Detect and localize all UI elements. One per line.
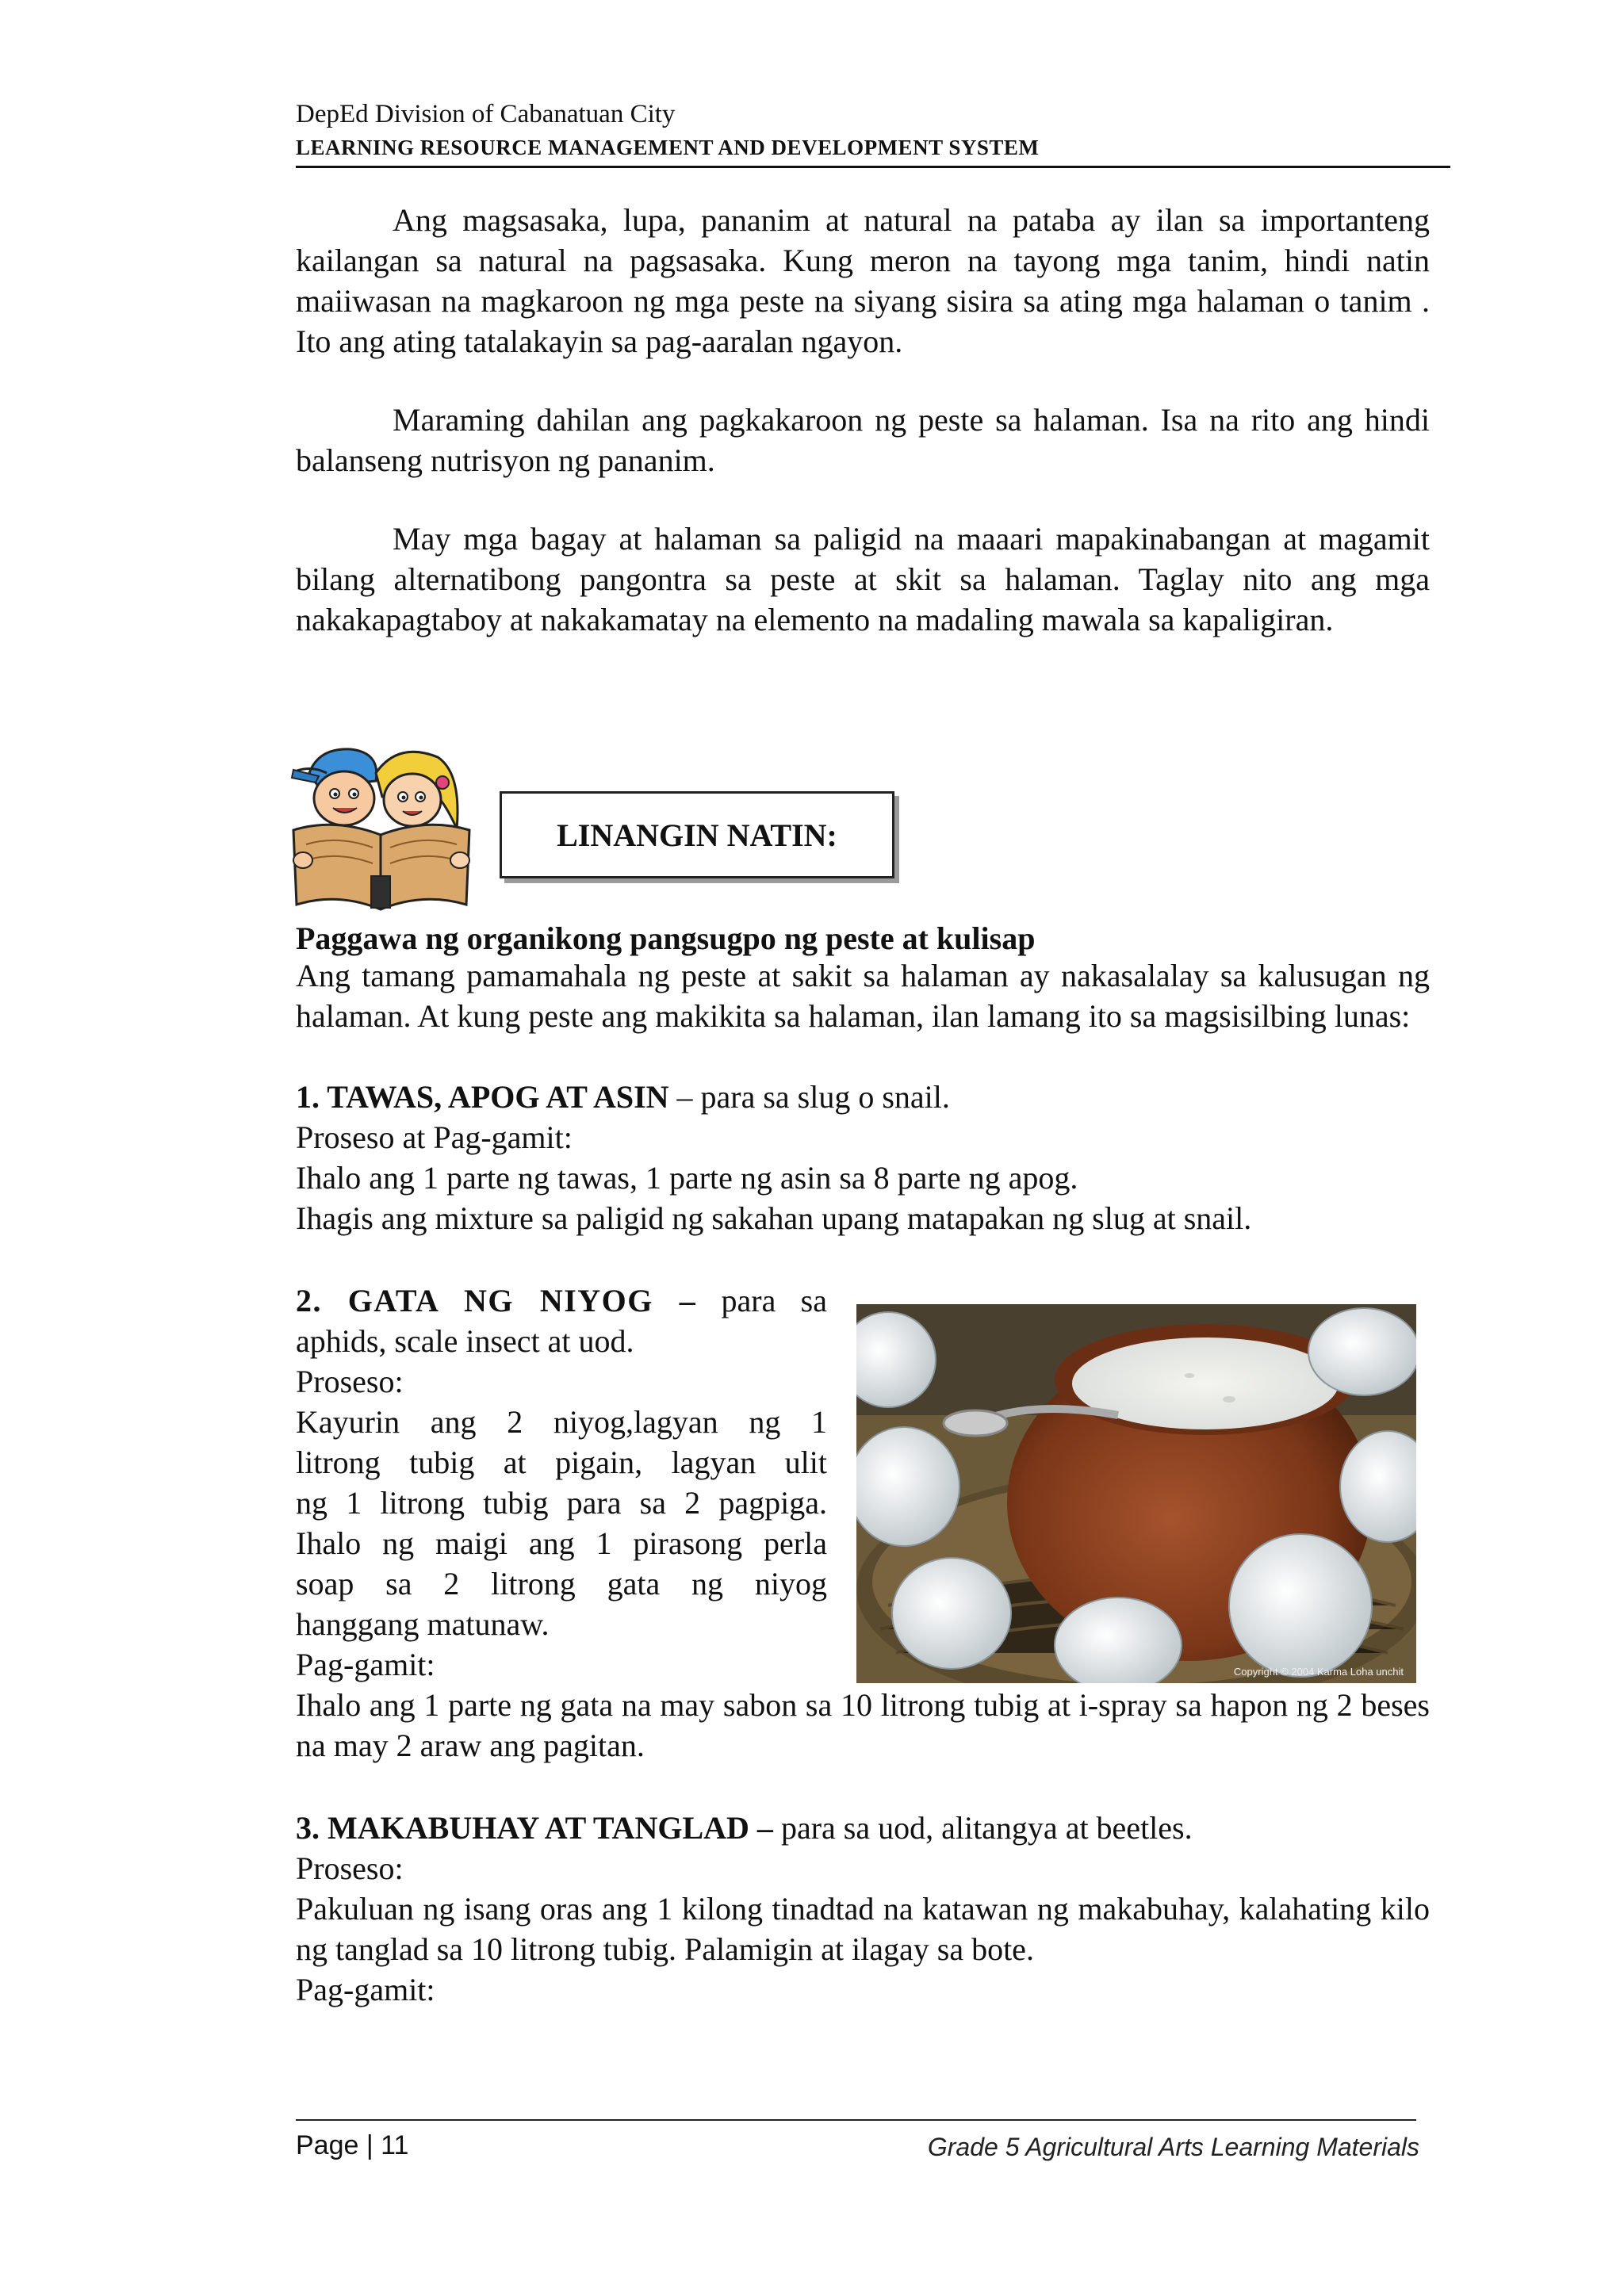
remedy-1 bbox=[296, 1077, 1454, 1238]
intro-paragraph-1 bbox=[296, 200, 1430, 362]
header-organization: DepEd Division of Cabanatuan City bbox=[296, 100, 676, 128]
remedy-1-step-1: Ihalo ang 1 parte ng tawas, 1 parte ng asin sa 8 parte ng apog. bbox=[296, 1160, 1078, 1196]
remedy-2-gamit-label: Pag-gamit: bbox=[296, 1647, 435, 1682]
intro-paragraph-3-text: May mga bagay at halaman sa paligid na maaari mapakinabangan at magamit bilang alternatibong pangontra sa peste at skit sa halaman. Taglay nito ang mga nakakapagtaboy at nakakamatay na elemento na madaling mawala sa kapaligiran. bbox=[296, 521, 1430, 637]
remedy-2-usage: Ihalo ang 1 parte ng gata na may sabon sa 10 litrong tubig at i-spray sa hapon ng 2 beses na may 2 araw ang pagitan. bbox=[296, 1687, 1430, 1763]
section-banner bbox=[500, 791, 894, 878]
photo-copyright: Copyright © 2004 Karma Loha unchit bbox=[1233, 1666, 1404, 1678]
remedy-2 bbox=[296, 1280, 827, 1685]
remedy-3 bbox=[296, 1808, 1430, 2010]
footer-title: Grade 5 Agricultural Arts Learning Materials bbox=[927, 2133, 1419, 2161]
intro-paragraph-1-text: Ang magsasaka, lupa, pananim at natural na pataba ay ilan sa importanteng kailangan sa natural na pagsasaka. Kung meron na tayong mga tanim, hindi natin maiiwasan na magkaroon ng mga peste na siyang sisira sa ating mga halaman o tanim . Ito ang ating tatalakayin sa pag-aaralan ngayon. bbox=[296, 202, 1430, 359]
remedy-2-line-4: Ihalo ng maigi ang 1 pirasong perla bbox=[296, 1525, 827, 1561]
remedy-2-line-1: Kayurin ang 2 niyog,lagyan ng 1 bbox=[296, 1404, 827, 1440]
remedy-3-heading: 3. MAKABUHAY AT TANGLAD – bbox=[296, 1810, 773, 1846]
remedy-2-line-6: hanggang matunaw. bbox=[296, 1606, 550, 1642]
section-body: Ang tamang pamamahala ng peste at sakit sa halaman ay nakasalalay sa kalusugan ng halaman. At kung peste ang makikita sa halaman, ilan lamang ito sa magsisilbing lunas: bbox=[296, 958, 1430, 1034]
page-number: Page | 11 bbox=[296, 2130, 409, 2160]
section-title: Paggawa ng organikong pangsugpo ng peste at kulisap bbox=[296, 920, 1036, 956]
remedy-2-line-2: litrong tubig at pigain, lagyan ulit bbox=[296, 1445, 827, 1480]
intro-paragraph-2 bbox=[296, 400, 1430, 480]
remedy-2-line-5: soap sa 2 litrong gata ng niyog bbox=[296, 1566, 827, 1601]
remedy-2-line-3: ng 1 litrong tubig para sa 2 pagpiga. bbox=[296, 1485, 827, 1521]
remedy-2-proseso-label: Proseso: bbox=[296, 1364, 404, 1399]
remedy-1-heading: 1. TAWAS, APOG AT ASIN bbox=[296, 1079, 669, 1115]
intro-paragraph-3 bbox=[296, 519, 1430, 640]
remedy-3-proseso: Pakuluan ng isang oras ang 1 kilong tinadtad na katawan ng makabuhay, kalahating kilo ng tanglad sa 10 litrong tubig. Palamigin at ilagay sa bote. bbox=[296, 1891, 1430, 1967]
header-system-name: LEARNING RESOURCE MANAGEMENT AND DEVELOPMENT SYSTEM bbox=[296, 136, 1040, 159]
footer-divider bbox=[296, 2119, 1416, 2121]
remedy-1-label: Proseso at Pag-gamit: bbox=[296, 1119, 573, 1155]
remedy-1-target: – para sa slug o snail. bbox=[668, 1079, 950, 1115]
header-divider bbox=[296, 166, 1450, 168]
kids-reading-book-illustration bbox=[287, 741, 476, 917]
remedy-3-proseso-label: Proseso: bbox=[296, 1850, 404, 1886]
coconut-milk-pot-photo bbox=[856, 1304, 1416, 1683]
intro-paragraph-2-text: Maraming dahilan ang pagkakaroon ng peste sa halaman. Isa na rito ang hindi balanseng nutrisyon ng pananim. bbox=[296, 402, 1430, 478]
remedy-2-target-cont: aphids, scale insect at uod. bbox=[296, 1323, 634, 1359]
remedy-3-target: para sa uod, alitangya at beetles. bbox=[772, 1810, 1193, 1846]
remedy-3-gamit-label: Pag-gamit: bbox=[296, 1972, 435, 2007]
remedy-2-heading: 2. GATA NG NIYOG – bbox=[296, 1283, 697, 1318]
remedy-2-target: para sa bbox=[696, 1283, 827, 1318]
section-banner-label: LINANGIN NATIN: bbox=[557, 817, 837, 853]
remedy-1-step-2: Ihagis ang mixture sa paligid ng sakahan upang matapakan ng slug at snail. bbox=[296, 1200, 1252, 1236]
